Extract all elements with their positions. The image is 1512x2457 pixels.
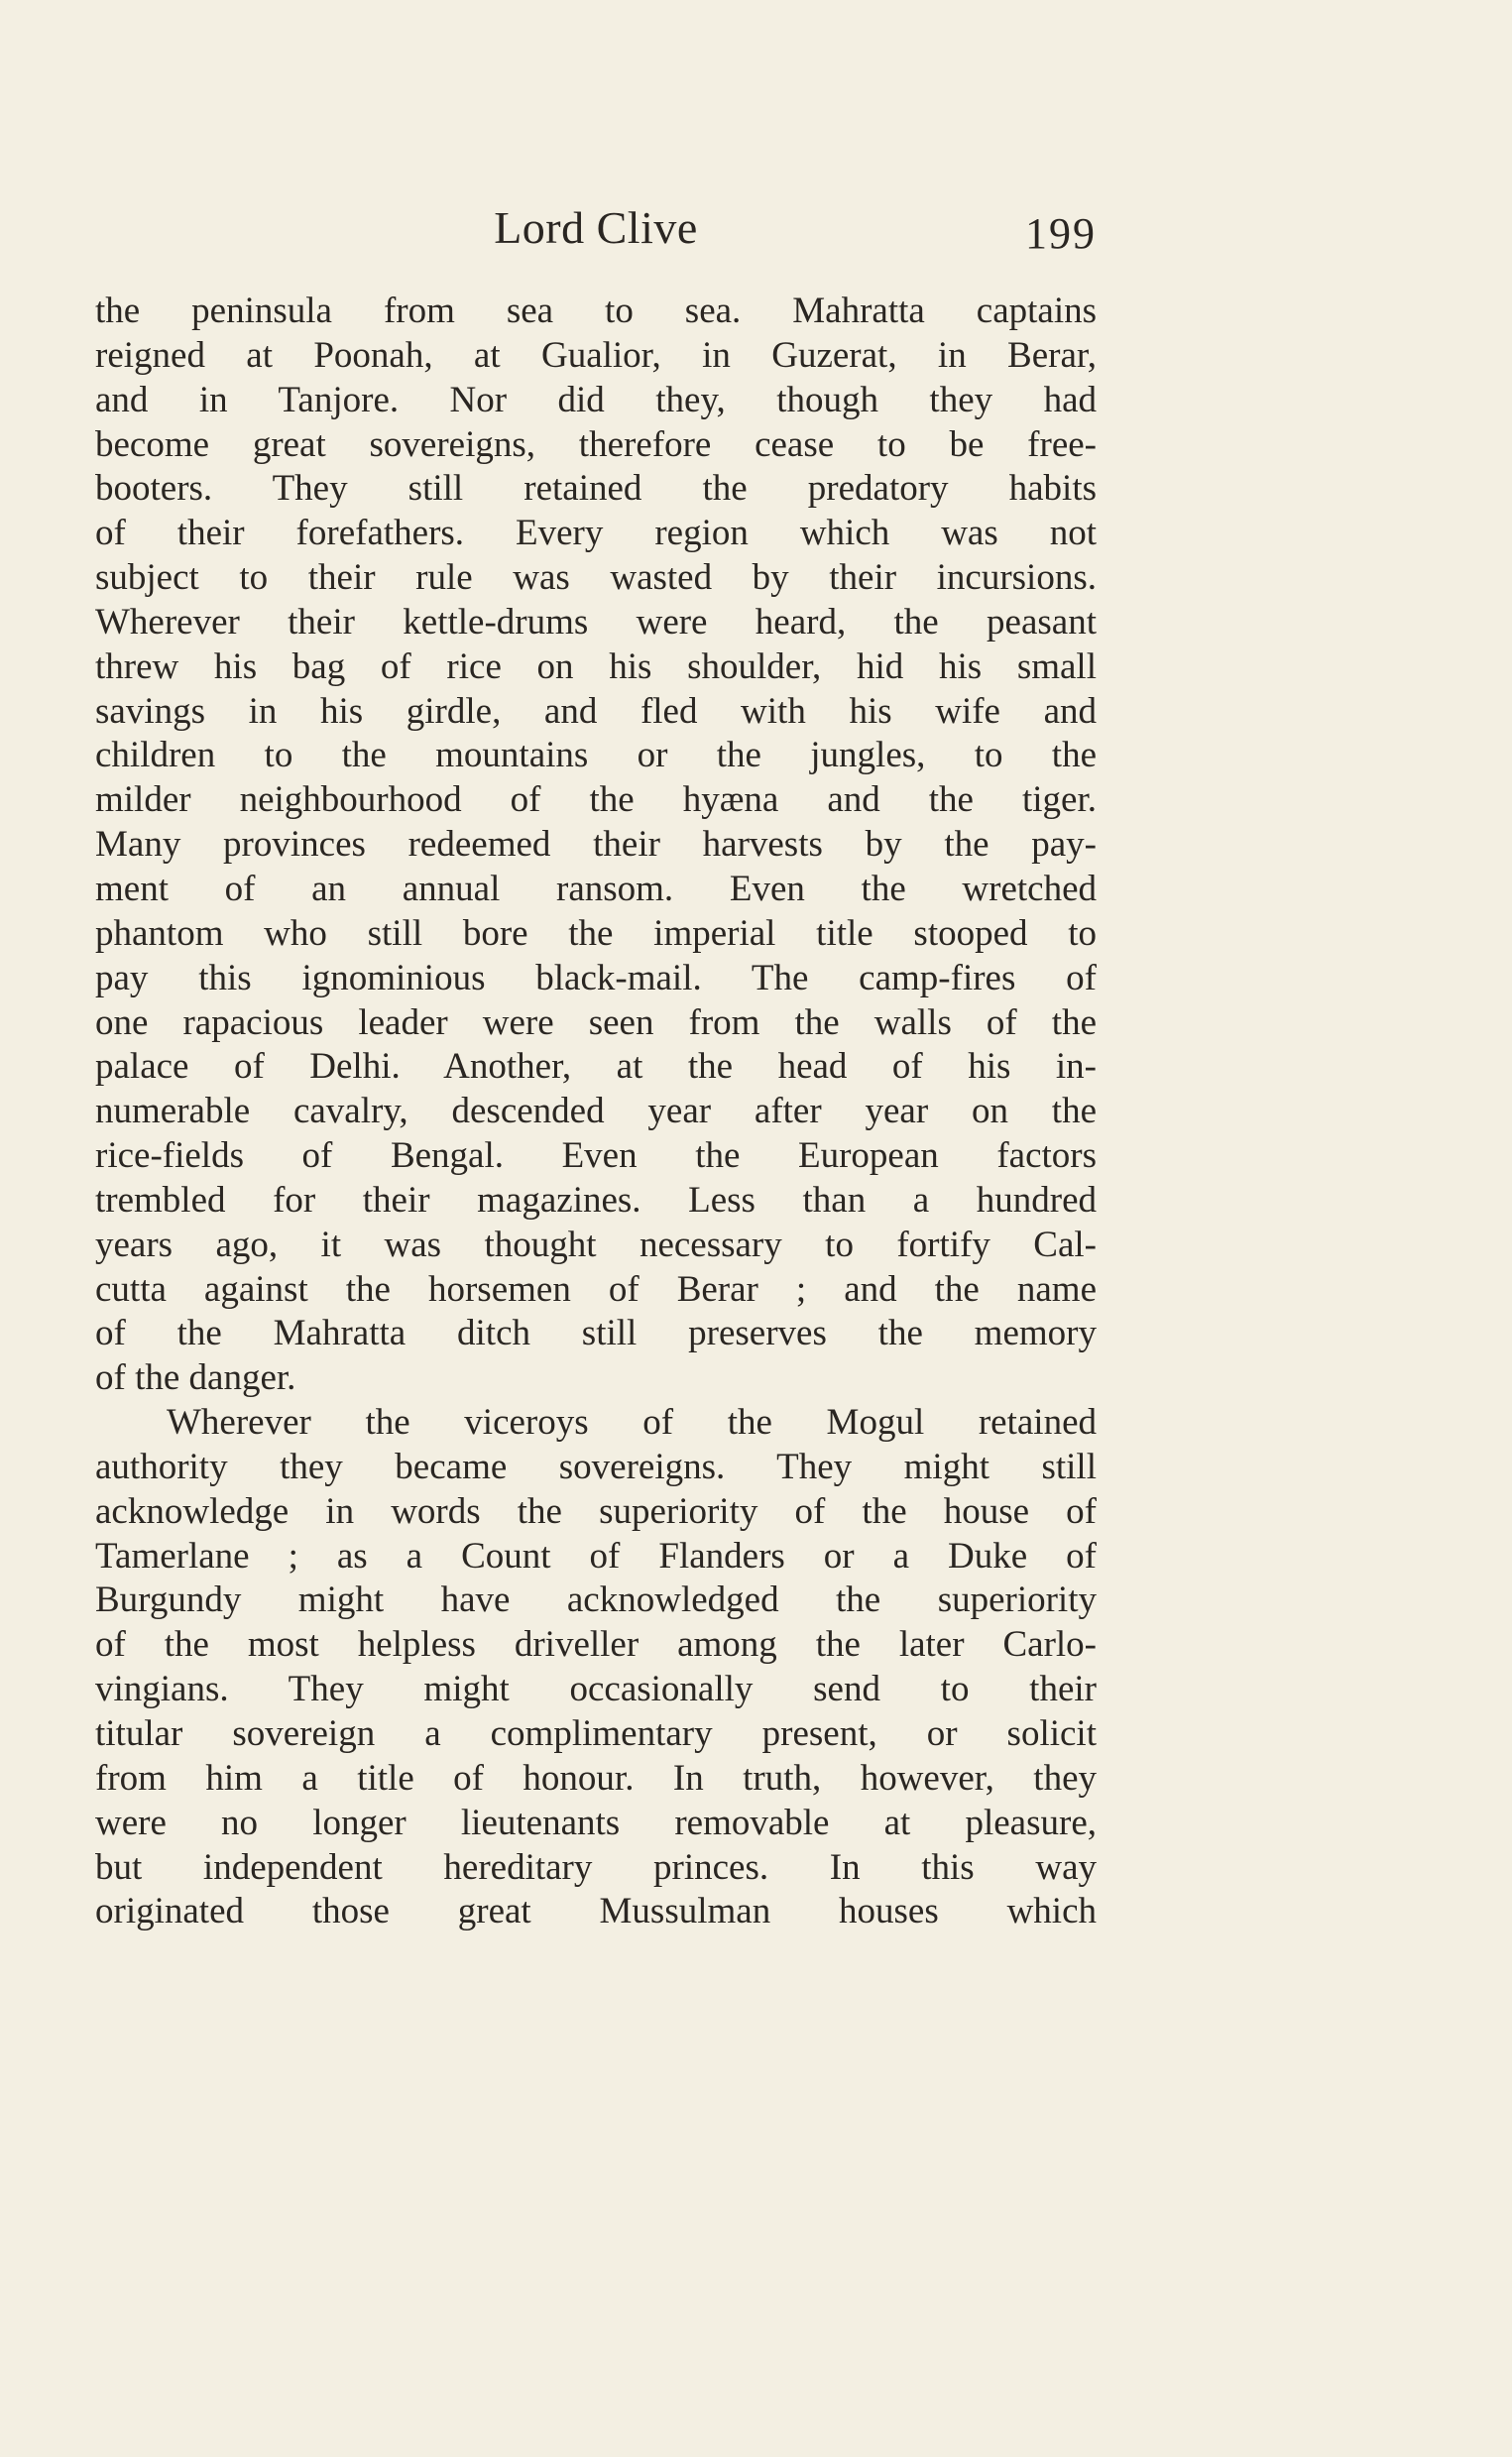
paragraph-last-line: of the danger. [95, 1357, 296, 1399]
text-line: were no longer lieutenants removable at pleasure, [95, 1802, 1097, 1843]
text-line: of the Mahratta ditch still preserves the memory [95, 1313, 1097, 1354]
text-line: the peninsula from sea to sea. Mahratta captains [95, 291, 1097, 331]
text-line: and in Tanjore. Nor did they, though they had [95, 379, 1097, 420]
text-line: Many provinces redeemed their harvests by the pay- [95, 824, 1097, 866]
text-line: Burgundy might have acknowledged the superiority [95, 1580, 1097, 1621]
page-title: Lord Clive [494, 202, 698, 253]
text-line: Tamerlane ; as a Count of Flanders or a Duke of [95, 1535, 1097, 1577]
text-line: from him a title of honour. In truth, however, they [95, 1757, 1097, 1799]
text-line: Wherever their kettle-drums were heard, the peasant [95, 601, 1097, 643]
text-line: booters. They still retained the predatory habits [95, 468, 1097, 510]
text-line: subject to their rule was wasted by their incursions. [95, 557, 1097, 599]
paragraph-first-line: Wherever the viceroys of the Mogul retained [167, 1402, 1097, 1444]
text-line: authority they became sovereigns. They might still [95, 1446, 1097, 1487]
text-line: savings in his girdle, and fled with his wife and [95, 690, 1097, 732]
body-text [95, 290, 1097, 1934]
text-line: palace of Delhi. Another, at the head of his in- [95, 1046, 1097, 1088]
text-line: milder neighbourhood of the hyæna and the tiger. [95, 779, 1097, 821]
text-line: become great sovereigns, therefore cease to be free- [95, 423, 1097, 465]
text-line: ment of an annual ransom. Even the wretched [95, 868, 1097, 909]
text-line: acknowledge in words the superiority of the house of [95, 1490, 1097, 1532]
text-line: reigned at Poonah, at Gualior, in Guzerat, in Berar, [95, 334, 1097, 376]
text-line: one rapacious leader were seen from the walls of the [95, 1001, 1097, 1043]
text-line: children to the mountains or the jungles, to the [95, 735, 1097, 776]
text-line: of the most helpless driveller among the later Carlo- [95, 1624, 1097, 1666]
text-line: titular sovereign a complimentary present, or solicit [95, 1713, 1097, 1754]
text-line: threw his bag of rice on his shoulder, hid his small [95, 645, 1097, 687]
text-line: originated those great Mussulman houses which [95, 1891, 1097, 1932]
text-line: cutta against the horsemen of Berar ; and the name [95, 1268, 1097, 1310]
text-line: years ago, it was thought necessary to fortify Cal- [95, 1224, 1097, 1265]
text-line: vingians. They might occasionally send to their [95, 1669, 1097, 1710]
text-line: pay this ignominious black-mail. The camp-fires of [95, 957, 1097, 998]
text-line: but independent hereditary princes. In this way [95, 1846, 1097, 1888]
text-line: of their forefathers. Every region which was not [95, 513, 1097, 554]
text-line: rice-fields of Bengal. Even the European factors [95, 1135, 1097, 1177]
running-head [95, 200, 1097, 260]
text-line: trembled for their magazines. Less than a hundred [95, 1179, 1097, 1221]
text-line: numerable cavalry, descended year after year on the [95, 1091, 1097, 1132]
page-number: 199 [1025, 209, 1097, 258]
text-line: phantom who still bore the imperial title stooped to [95, 912, 1097, 954]
